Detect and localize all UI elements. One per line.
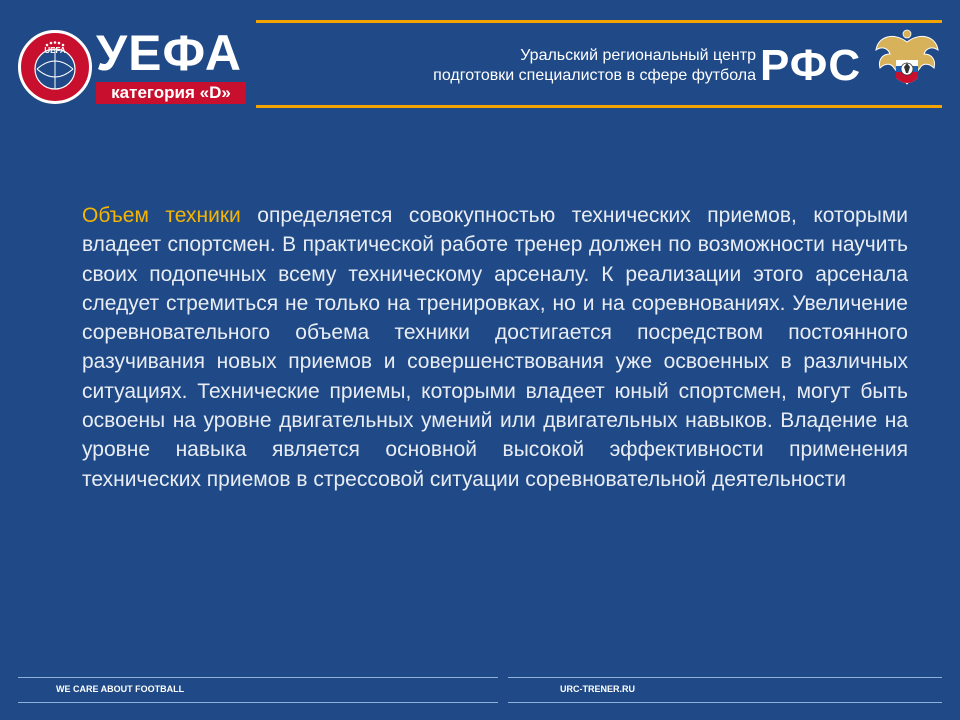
paragraph-text: определяется совокупностью технических приемов, которыми владеет спортсмен. В практической работе тренер должен по возможности научить своих подопечных всему техническому арсеналу. К реализации этого арсенала следует стремиться не только на тренировках, но и на соревнованиях. Увеличение соревновательного объема техники достигается посредством постоянного разучивания новых приемов и совершенствования уже освоенных в различных ситуациях. Технические приемы, которыми владеет юный спортсмен, могут быть освоены на уровне двигательных умений или двигательных навыков. Владение на уровне навыка является основной высокой эффективности применения технических приемов в стрессовой ситуации соревновательной деятельности: [82, 204, 908, 491]
body-paragraph: [82, 201, 908, 494]
header-line-bottom: [256, 105, 942, 108]
uefa-logo-text: UEFA: [44, 46, 66, 55]
footer-bottom-line-right: [508, 702, 942, 703]
center-name: [300, 46, 756, 86]
header-line-top: [256, 20, 942, 23]
rfs-title: РФС: [760, 41, 862, 90]
highlight-term: Объем техники: [82, 204, 241, 227]
footer-website: URC-TRENER.RU: [560, 684, 635, 694]
footer-bottom-line-left: [18, 702, 498, 703]
center-name-line1: Уральский региональный центр: [520, 47, 756, 64]
uefa-category: категория «D»: [96, 82, 246, 104]
footer-line-right: [508, 677, 942, 678]
footer-slogan: WE CARE ABOUT FOOTBALL: [56, 684, 185, 694]
uefa-logo: [18, 30, 92, 104]
center-name-line2: подготовки специалистов в сфере футбола: [433, 67, 756, 84]
uefa-title: УЕФА: [96, 25, 242, 81]
footer-line-left: [18, 677, 498, 678]
rfs-eagle-icon: [872, 28, 942, 102]
